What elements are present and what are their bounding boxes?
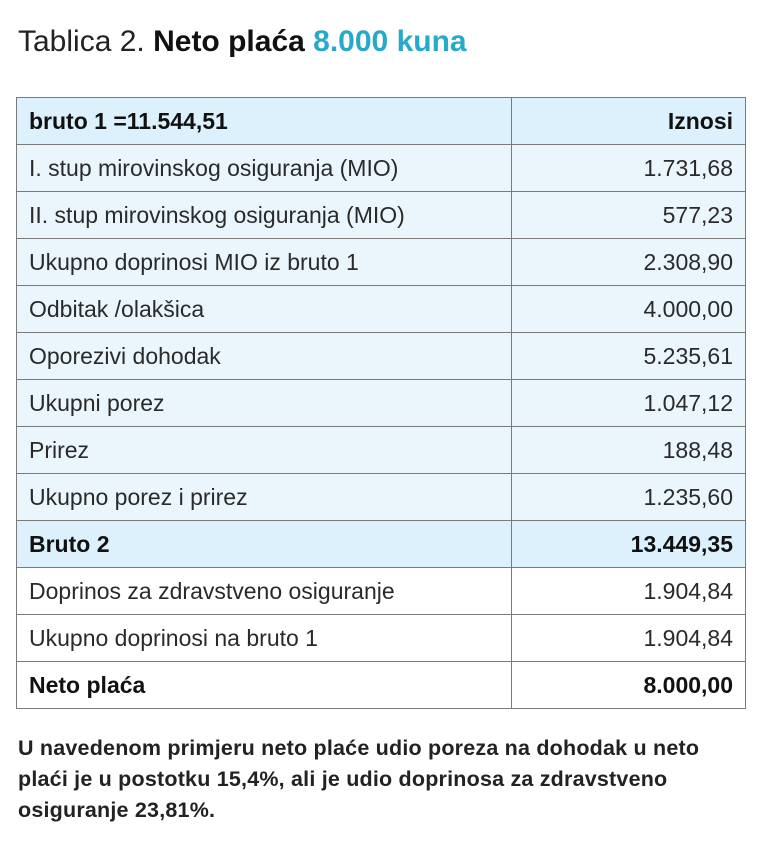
row-amount: 1.904,84 bbox=[512, 568, 746, 615]
row-amount: 8.000,00 bbox=[512, 662, 746, 709]
table-row bbox=[17, 380, 746, 427]
row-label: Prirez bbox=[17, 427, 512, 474]
row-label: II. stup mirovinskog osiguranja (MIO) bbox=[17, 192, 512, 239]
row-amount: 1.904,84 bbox=[512, 615, 746, 662]
table-row bbox=[17, 615, 746, 662]
table-title bbox=[18, 22, 467, 62]
table-row bbox=[17, 239, 746, 286]
row-label: Oporezivi dohodak bbox=[17, 333, 512, 380]
header-label: bruto 1 =11.544,51 bbox=[17, 98, 512, 145]
row-label: Odbitak /olakšica bbox=[17, 286, 512, 333]
explanatory-note: U navedenom primjeru neto plaće udio poreza na dohodak u neto plaći je u postotku 15,4%, ali je udio doprinosa za zdravstveno osiguranje 23,81%. bbox=[18, 736, 700, 822]
row-amount: 5.235,61 bbox=[512, 333, 746, 380]
row-amount: 1.235,60 bbox=[512, 474, 746, 521]
row-label: Ukupno porez i prirez bbox=[17, 474, 512, 521]
row-amount: 2.308,90 bbox=[512, 239, 746, 286]
row-amount: 188,48 bbox=[512, 427, 746, 474]
row-amount: 1.047,12 bbox=[512, 380, 746, 427]
row-label: Doprinos za zdravstveno osiguranje bbox=[17, 568, 512, 615]
table-header-row bbox=[17, 98, 746, 145]
row-label: I. stup mirovinskog osiguranja (MIO) bbox=[17, 145, 512, 192]
title-bold: Neto plaća bbox=[153, 25, 305, 58]
row-amount: 13.449,35 bbox=[512, 521, 746, 568]
table-row bbox=[17, 192, 746, 239]
row-amount: 4.000,00 bbox=[512, 286, 746, 333]
table-row bbox=[17, 474, 746, 521]
salary-table bbox=[16, 97, 746, 709]
table-row bbox=[17, 286, 746, 333]
header-amount: Iznosi bbox=[512, 98, 746, 145]
row-label: Bruto 2 bbox=[17, 521, 512, 568]
row-label: Ukupno doprinosi MIO iz bruto 1 bbox=[17, 239, 512, 286]
row-amount: 1.731,68 bbox=[512, 145, 746, 192]
table-row bbox=[17, 145, 746, 192]
row-label: Ukupno doprinosi na bruto 1 bbox=[17, 615, 512, 662]
row-amount: 577,23 bbox=[512, 192, 746, 239]
table-row bbox=[17, 333, 746, 380]
title-accent: 8.000 kuna bbox=[313, 25, 467, 58]
table-row bbox=[17, 427, 746, 474]
table-row-bruto-2 bbox=[17, 521, 746, 568]
title-prefix: Tablica 2. bbox=[18, 25, 145, 58]
row-label: Ukupni porez bbox=[17, 380, 512, 427]
table-row-neto bbox=[17, 662, 746, 709]
table-row bbox=[17, 568, 746, 615]
row-label: Neto plaća bbox=[17, 662, 512, 709]
